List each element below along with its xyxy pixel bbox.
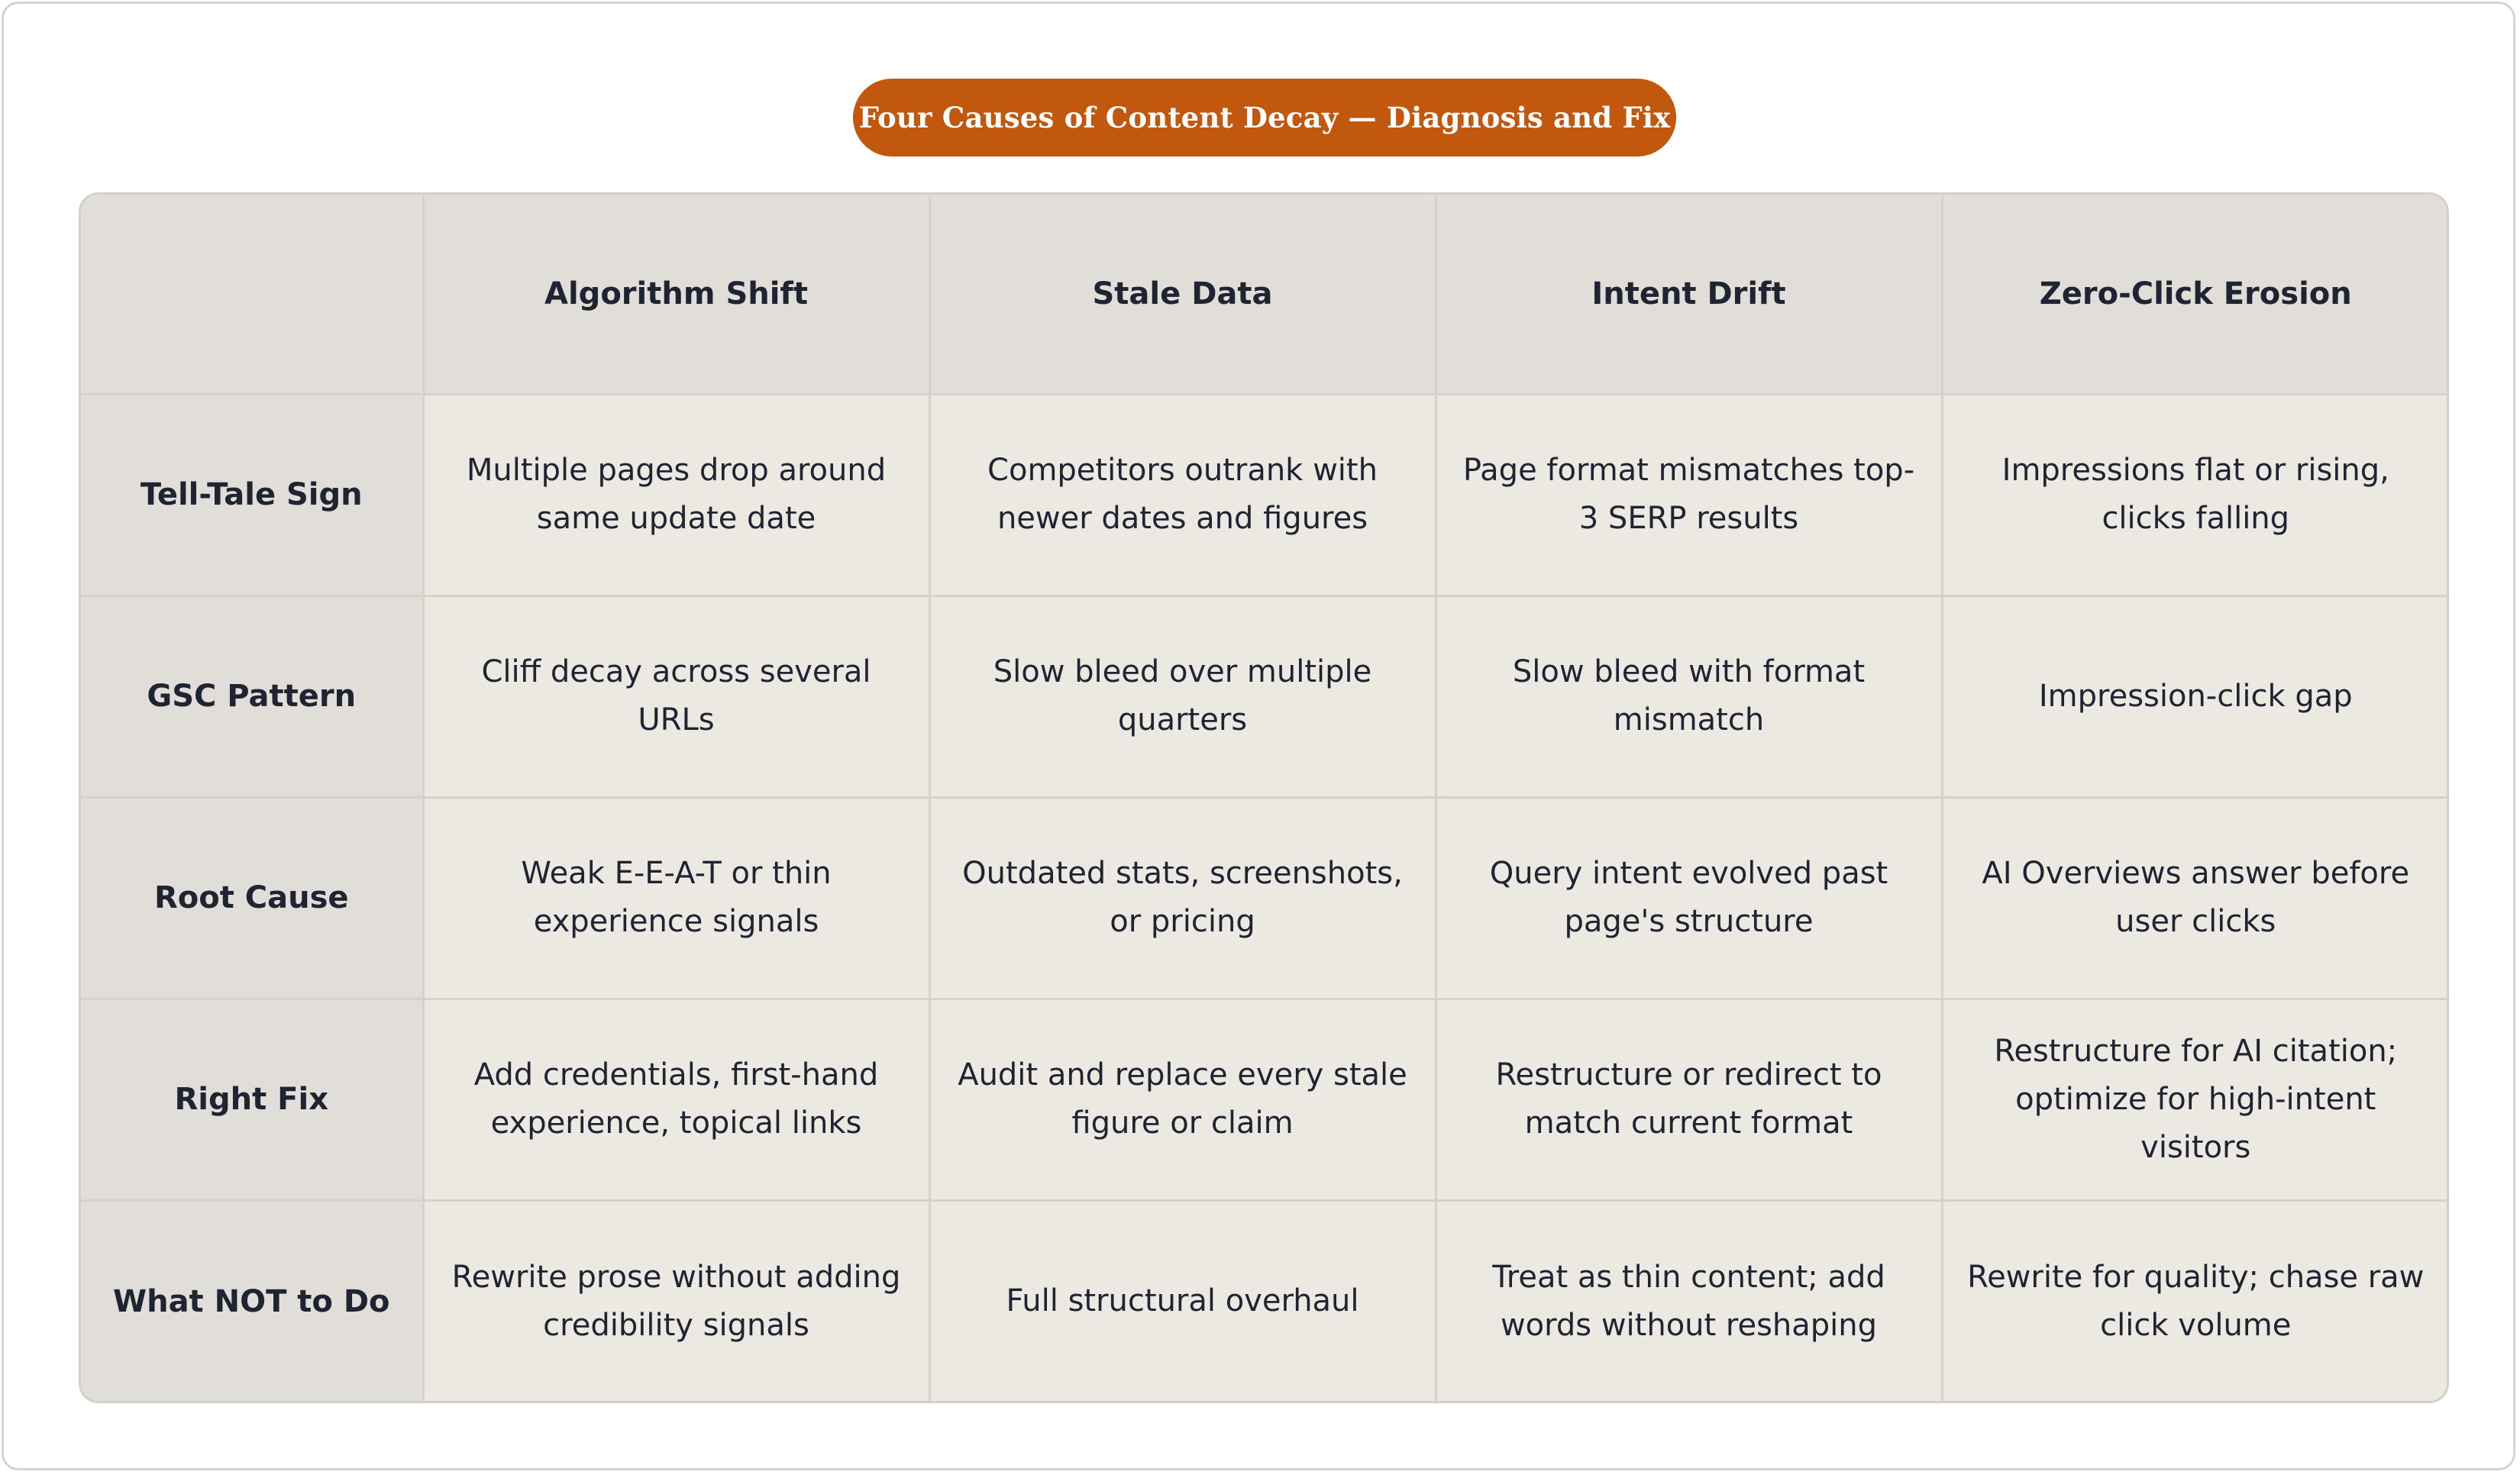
- table-cell: Page format mismatches top-3 SERP results: [1436, 394, 1942, 595]
- table-row: [81, 595, 2448, 797]
- table-cell: Impressions flat or rising, clicks falling: [1942, 394, 2448, 595]
- table-row: [81, 999, 2448, 1200]
- column-header-zero-click-erosion: Zero-Click Erosion: [1942, 195, 2448, 394]
- table-cell: Audit and replace every stale figure or claim: [929, 999, 1436, 1200]
- row-header-right-fix: Right Fix: [81, 999, 423, 1200]
- row-header-what-not-to-do: What NOT to Do: [81, 1200, 423, 1402]
- header-corner: [81, 195, 423, 394]
- row-header-tell-tale-sign: Tell-Tale Sign: [81, 394, 423, 595]
- table-cell: Competitors outrank with newer dates and figures: [929, 394, 1436, 595]
- table-cell: AI Overviews answer before user clicks: [1942, 797, 2448, 999]
- table-cell: Weak E-E-A-T or thin experience signals: [423, 797, 929, 999]
- comparison-table: [79, 192, 2449, 1403]
- table-row: [81, 1200, 2448, 1402]
- row-header-gsc-pattern: GSC Pattern: [81, 595, 423, 797]
- table-row: [81, 797, 2448, 999]
- table-cell: Rewrite prose without adding credibility signals: [423, 1200, 929, 1402]
- row-header-root-cause: Root Cause: [81, 797, 423, 999]
- table-cell: Add credentials, first-hand experience, topical links: [423, 999, 929, 1200]
- column-header-algorithm-shift: Algorithm Shift: [423, 195, 929, 394]
- table-cell: Outdated stats, screenshots, or pricing: [929, 797, 1436, 999]
- column-header-stale-data: Stale Data: [929, 195, 1436, 394]
- table-cell: Slow bleed with format mismatch: [1436, 595, 1942, 797]
- table-cell: Full structural overhaul: [929, 1200, 1436, 1402]
- column-header-intent-drift: Intent Drift: [1436, 195, 1942, 394]
- table-cell: Impression-click gap: [1942, 595, 2448, 797]
- table-cell: Slow bleed over multiple quarters: [929, 595, 1436, 797]
- table-row: [81, 394, 2448, 595]
- table-cell: Rewrite for quality; chase raw click volume: [1942, 1200, 2448, 1402]
- page-title: Four Causes of Content Decay — Diagnosis and Fix: [853, 79, 1676, 157]
- table-cell: Restructure for AI citation; optimize for high-intent visitors: [1942, 999, 2448, 1200]
- table-cell: Treat as thin content; add words without reshaping: [1436, 1200, 1942, 1402]
- table-cell: Multiple pages drop around same update date: [423, 394, 929, 595]
- table-cell: Query intent evolved past page's structure: [1436, 797, 1942, 999]
- table-cell: Cliff decay across several URLs: [423, 595, 929, 797]
- decay-table: [81, 195, 2448, 1402]
- page-frame: [2, 2, 2515, 1470]
- table-header-row: [81, 195, 2448, 394]
- table-cell: Restructure or redirect to match current format: [1436, 999, 1942, 1200]
